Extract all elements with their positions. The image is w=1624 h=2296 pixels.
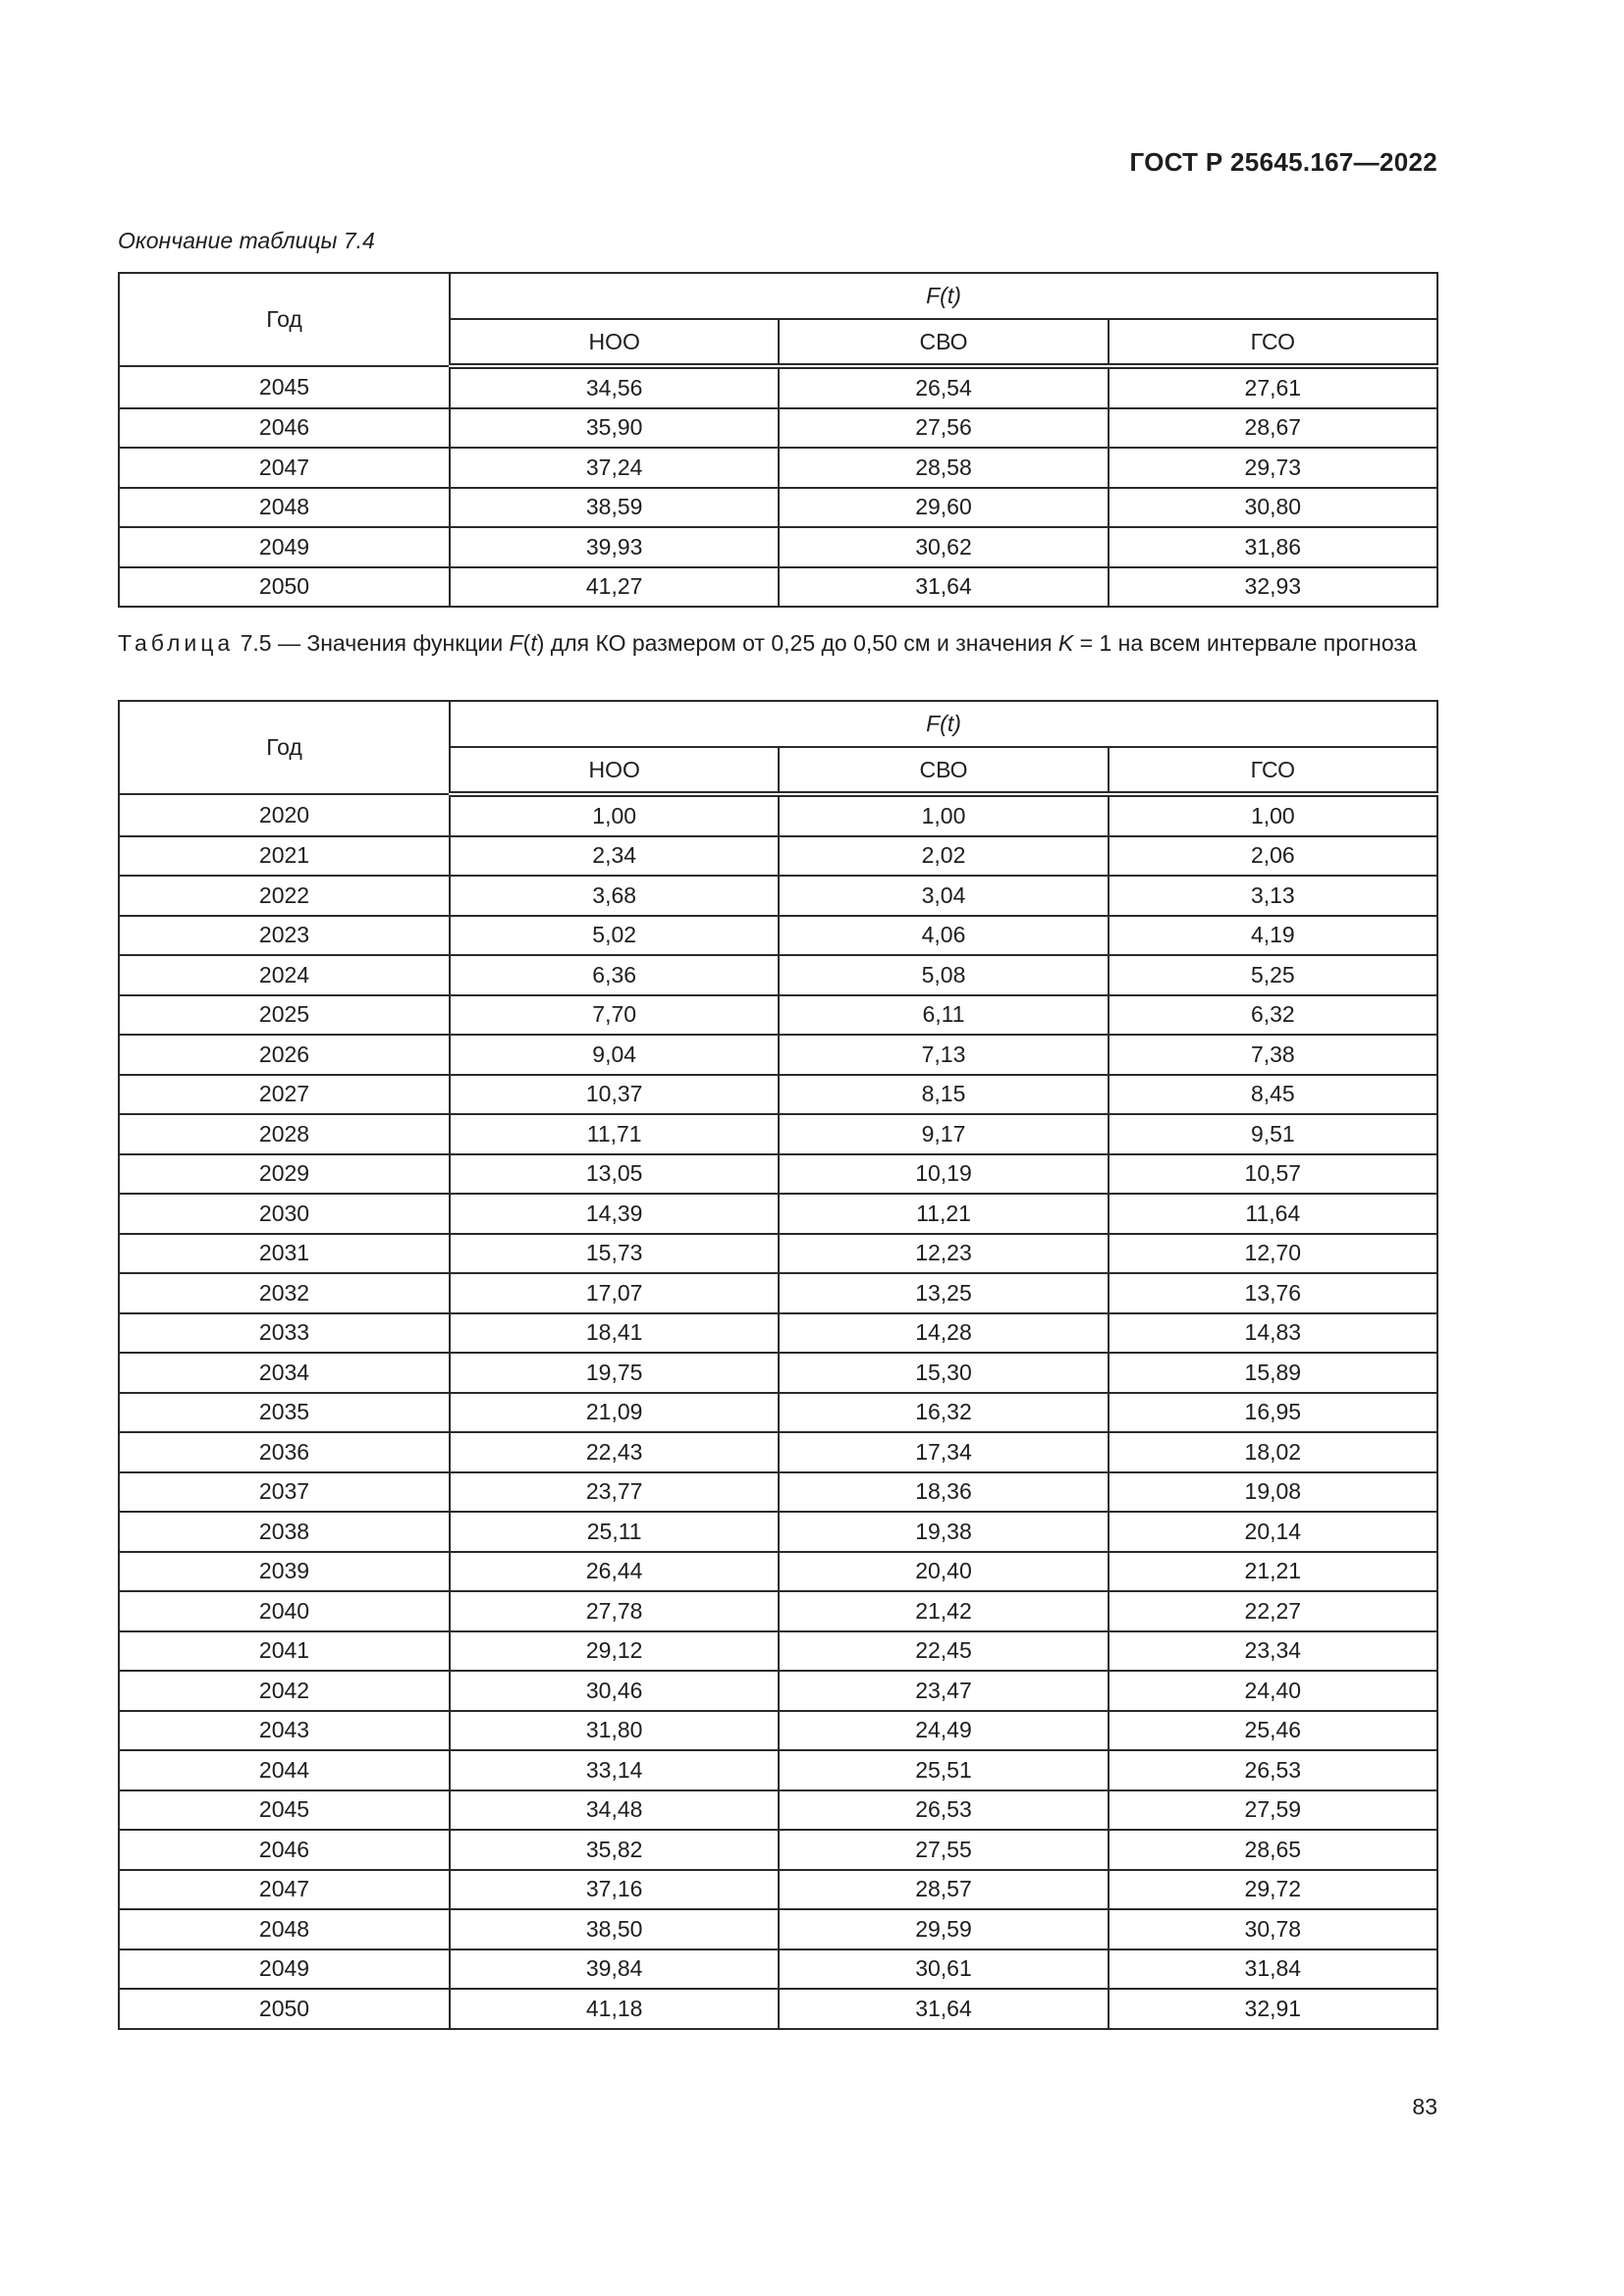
svo-value-cell: 20,40 [779,1552,1108,1592]
year-column-header: Год [119,273,450,366]
year-cell: 2045 [119,1790,450,1831]
svo-column-header: СВО [779,747,1108,794]
gso-value-cell: 7,38 [1109,1035,1437,1075]
table-row [119,955,1437,995]
gso-value-cell: 23,34 [1109,1631,1437,1672]
gso-value-cell: 22,27 [1109,1591,1437,1631]
gso-value-cell: 15,89 [1109,1353,1437,1393]
year-cell: 2035 [119,1393,450,1433]
function-symbol: F(t) [926,711,961,736]
table-row [119,1512,1437,1552]
svo-value-cell: 26,53 [779,1790,1108,1831]
noo-value-cell: 38,59 [450,488,779,528]
svo-value-cell: 3,04 [779,876,1108,916]
noo-value-cell: 29,12 [450,1631,779,1672]
gso-value-cell: 3,13 [1109,876,1437,916]
year-cell: 2030 [119,1194,450,1234]
table-row [119,1313,1437,1354]
table-row [119,1591,1437,1631]
table-7-4-continuation-label: Окончание таблицы 7.4 [118,228,375,253]
gso-value-cell: 32,93 [1109,567,1437,608]
year-column-header: Год [119,701,450,794]
caption-text-part-1: — Значения функции [271,630,510,656]
noo-value-cell: 33,14 [450,1750,779,1790]
year-cell: 2021 [119,836,450,877]
noo-value-cell: 37,16 [450,1870,779,1910]
table-row [119,1114,1437,1154]
table-7-5-caption: Таблица 7.5 — Значения функции F(t) для КО размером от 0,25 до 0,50 см и значения K = 1 на всем интервале прогноза [118,630,1417,656]
noo-value-cell: 23,77 [450,1472,779,1513]
table-row [119,916,1437,956]
gso-value-cell: 10,57 [1109,1154,1437,1195]
gso-value-cell: 16,95 [1109,1393,1437,1433]
table-7-5-body [119,794,1437,2029]
noo-value-cell: 25,11 [450,1512,779,1552]
year-cell: 2034 [119,1353,450,1393]
function-column-group-header [450,701,1437,747]
noo-value-cell: 35,90 [450,408,779,449]
caption-table-number: 7.5 [240,630,272,656]
noo-value-cell: 6,36 [450,955,779,995]
svo-value-cell: 7,13 [779,1035,1108,1075]
year-cell: 2045 [119,366,450,408]
table-row [119,876,1437,916]
svo-value-cell: 31,64 [779,567,1108,608]
table-row [119,1393,1437,1433]
table-row [119,995,1437,1036]
year-cell: 2027 [119,1075,450,1115]
noo-value-cell: 41,18 [450,1989,779,2029]
svo-value-cell: 17,34 [779,1432,1108,1472]
gso-value-cell: 27,59 [1109,1790,1437,1831]
year-cell: 2047 [119,1870,450,1910]
gso-value-cell: 26,53 [1109,1750,1437,1790]
svo-value-cell: 26,54 [779,366,1108,408]
table-row [119,1790,1437,1831]
year-cell: 2031 [119,1234,450,1274]
noo-value-cell: 3,68 [450,876,779,916]
table-row [119,1989,1437,2029]
noo-value-cell: 37,24 [450,448,779,488]
caption-text-part-2: для КО размером от 0,25 до 0,50 см и значения [544,630,1058,656]
table-row [119,1234,1437,1274]
gso-value-cell: 12,70 [1109,1234,1437,1274]
standard-designation: ГОСТ Р 25645.167—2022 [1129,147,1437,177]
noo-value-cell: 34,56 [450,366,779,408]
year-cell: 2047 [119,448,450,488]
table-row [119,1353,1437,1393]
table-row [119,1830,1437,1870]
svo-value-cell: 28,58 [779,448,1108,488]
table-row [119,794,1437,836]
gso-value-cell: 30,78 [1109,1909,1437,1949]
noo-value-cell: 17,07 [450,1273,779,1313]
noo-value-cell: 41,27 [450,567,779,608]
table-7-4-body [119,366,1437,607]
year-cell: 2024 [119,955,450,995]
gso-value-cell: 28,65 [1109,1830,1437,1870]
noo-value-cell: 13,05 [450,1154,779,1195]
svo-value-cell: 1,00 [779,794,1108,836]
year-cell: 2022 [119,876,450,916]
noo-value-cell: 34,48 [450,1790,779,1831]
noo-value-cell: 31,80 [450,1711,779,1751]
svo-value-cell: 2,02 [779,836,1108,877]
noo-value-cell: 7,70 [450,995,779,1036]
noo-value-cell: 39,93 [450,527,779,567]
gso-value-cell: 9,51 [1109,1114,1437,1154]
table-row [119,1552,1437,1592]
svo-value-cell: 5,08 [779,955,1108,995]
noo-value-cell: 19,75 [450,1353,779,1393]
gso-value-cell: 18,02 [1109,1432,1437,1472]
year-cell: 2049 [119,1949,450,1990]
svo-value-cell: 9,17 [779,1114,1108,1154]
table-row [119,836,1437,877]
year-cell: 2049 [119,527,450,567]
noo-column-header: НОО [450,747,779,794]
svo-value-cell: 24,49 [779,1711,1108,1751]
gso-value-cell: 2,06 [1109,836,1437,877]
gso-value-cell: 24,40 [1109,1671,1437,1711]
gso-value-cell: 20,14 [1109,1512,1437,1552]
gso-value-cell: 25,46 [1109,1711,1437,1751]
gso-value-cell: 31,84 [1109,1949,1437,1990]
year-cell: 2050 [119,567,450,608]
noo-value-cell: 27,78 [450,1591,779,1631]
noo-value-cell: 39,84 [450,1949,779,1990]
caption-f-symbol: F [509,630,523,656]
svo-value-cell: 23,47 [779,1671,1108,1711]
gso-column-header: ГСО [1109,747,1437,794]
year-cell: 2046 [119,408,450,449]
function-column-group-header [450,273,1437,319]
svo-value-cell: 18,36 [779,1472,1108,1513]
noo-value-cell: 38,50 [450,1909,779,1949]
year-cell: 2033 [119,1313,450,1354]
svo-value-cell: 14,28 [779,1313,1108,1354]
noo-value-cell: 10,37 [450,1075,779,1115]
function-symbol: F(t) [926,283,961,308]
year-cell: 2028 [119,1114,450,1154]
caption-text-part-3: = 1 на всем интервале прогноза [1073,630,1417,656]
noo-value-cell: 14,39 [450,1194,779,1234]
table-row [119,567,1437,608]
svo-value-cell: 27,56 [779,408,1108,449]
noo-value-cell: 1,00 [450,794,779,836]
year-cell: 2032 [119,1273,450,1313]
gso-column-header: ГСО [1109,319,1437,366]
table-row [119,1870,1437,1910]
svo-value-cell: 31,64 [779,1989,1108,2029]
year-cell: 2029 [119,1154,450,1195]
gso-value-cell: 1,00 [1109,794,1437,836]
svo-value-cell: 29,59 [779,1909,1108,1949]
year-cell: 2046 [119,1830,450,1870]
gso-value-cell: 32,91 [1109,1989,1437,2029]
svo-value-cell: 6,11 [779,995,1108,1036]
gso-value-cell: 28,67 [1109,408,1437,449]
year-cell: 2044 [119,1750,450,1790]
table-7-4 [118,272,1438,608]
svo-value-cell: 27,55 [779,1830,1108,1870]
caption-table-word: Таблица [118,630,235,656]
year-cell: 2026 [119,1035,450,1075]
noo-value-cell: 26,44 [450,1552,779,1592]
gso-value-cell: 19,08 [1109,1472,1437,1513]
svo-value-cell: 19,38 [779,1512,1108,1552]
table-row [119,1909,1437,1949]
table-row [119,527,1437,567]
svo-value-cell: 25,51 [779,1750,1108,1790]
noo-value-cell: 21,09 [450,1393,779,1433]
svo-value-cell: 4,06 [779,916,1108,956]
noo-value-cell: 9,04 [450,1035,779,1075]
svo-value-cell: 30,62 [779,527,1108,567]
gso-value-cell: 6,32 [1109,995,1437,1036]
year-cell: 2050 [119,1989,450,2029]
svo-value-cell: 8,15 [779,1075,1108,1115]
gso-value-cell: 13,76 [1109,1273,1437,1313]
table-row [119,1154,1437,1195]
table-row [119,1432,1437,1472]
table-row [119,1671,1437,1711]
year-cell: 2037 [119,1472,450,1513]
svo-value-cell: 13,25 [779,1273,1108,1313]
noo-value-cell: 30,46 [450,1671,779,1711]
year-cell: 2039 [119,1552,450,1592]
caption-k-symbol: K [1057,630,1074,656]
table-row [119,408,1437,449]
caption-t-symbol: t [530,630,537,656]
year-cell: 2040 [119,1591,450,1631]
table-row [119,1035,1437,1075]
svo-value-cell: 22,45 [779,1631,1108,1672]
year-cell: 2041 [119,1631,450,1672]
svo-value-cell: 11,21 [779,1194,1108,1234]
table-row [119,1273,1437,1313]
svo-value-cell: 12,23 [779,1234,1108,1274]
year-cell: 2038 [119,1512,450,1552]
noo-value-cell: 18,41 [450,1313,779,1354]
year-cell: 2025 [119,995,450,1036]
gso-value-cell: 30,80 [1109,488,1437,528]
table-row [119,1194,1437,1234]
gso-value-cell: 21,21 [1109,1552,1437,1592]
noo-value-cell: 5,02 [450,916,779,956]
gso-value-cell: 14,83 [1109,1313,1437,1354]
year-cell: 2042 [119,1671,450,1711]
noo-value-cell: 22,43 [450,1432,779,1472]
gso-value-cell: 29,73 [1109,448,1437,488]
table-row [119,1750,1437,1790]
noo-value-cell: 15,73 [450,1234,779,1274]
year-cell: 2048 [119,1909,450,1949]
table-row [119,1711,1437,1751]
gso-value-cell: 29,72 [1109,1870,1437,1910]
table-7-5 [118,700,1438,2030]
svo-value-cell: 29,60 [779,488,1108,528]
table-row [119,366,1437,408]
svo-value-cell: 28,57 [779,1870,1108,1910]
gso-value-cell: 4,19 [1109,916,1437,956]
svo-value-cell: 16,32 [779,1393,1108,1433]
table-row [119,1631,1437,1672]
svo-value-cell: 21,42 [779,1591,1108,1631]
noo-column-header: НОО [450,319,779,366]
page-number: 83 [1412,2094,1437,2119]
noo-value-cell: 35,82 [450,1830,779,1870]
svo-value-cell: 15,30 [779,1353,1108,1393]
year-cell: 2043 [119,1711,450,1751]
table-row [119,448,1437,488]
year-cell: 2023 [119,916,450,956]
svo-column-header: СВО [779,319,1108,366]
table-row [119,1949,1437,1990]
noo-value-cell: 2,34 [450,836,779,877]
gso-value-cell: 27,61 [1109,366,1437,408]
table-row [119,488,1437,528]
svo-value-cell: 30,61 [779,1949,1108,1990]
svo-value-cell: 10,19 [779,1154,1108,1195]
table-row [119,1075,1437,1115]
gso-value-cell: 11,64 [1109,1194,1437,1234]
gso-value-cell: 8,45 [1109,1075,1437,1115]
year-cell: 2036 [119,1432,450,1472]
year-cell: 2048 [119,488,450,528]
gso-value-cell: 5,25 [1109,955,1437,995]
table-row [119,1472,1437,1513]
gso-value-cell: 31,86 [1109,527,1437,567]
noo-value-cell: 11,71 [450,1114,779,1154]
year-cell: 2020 [119,794,450,836]
